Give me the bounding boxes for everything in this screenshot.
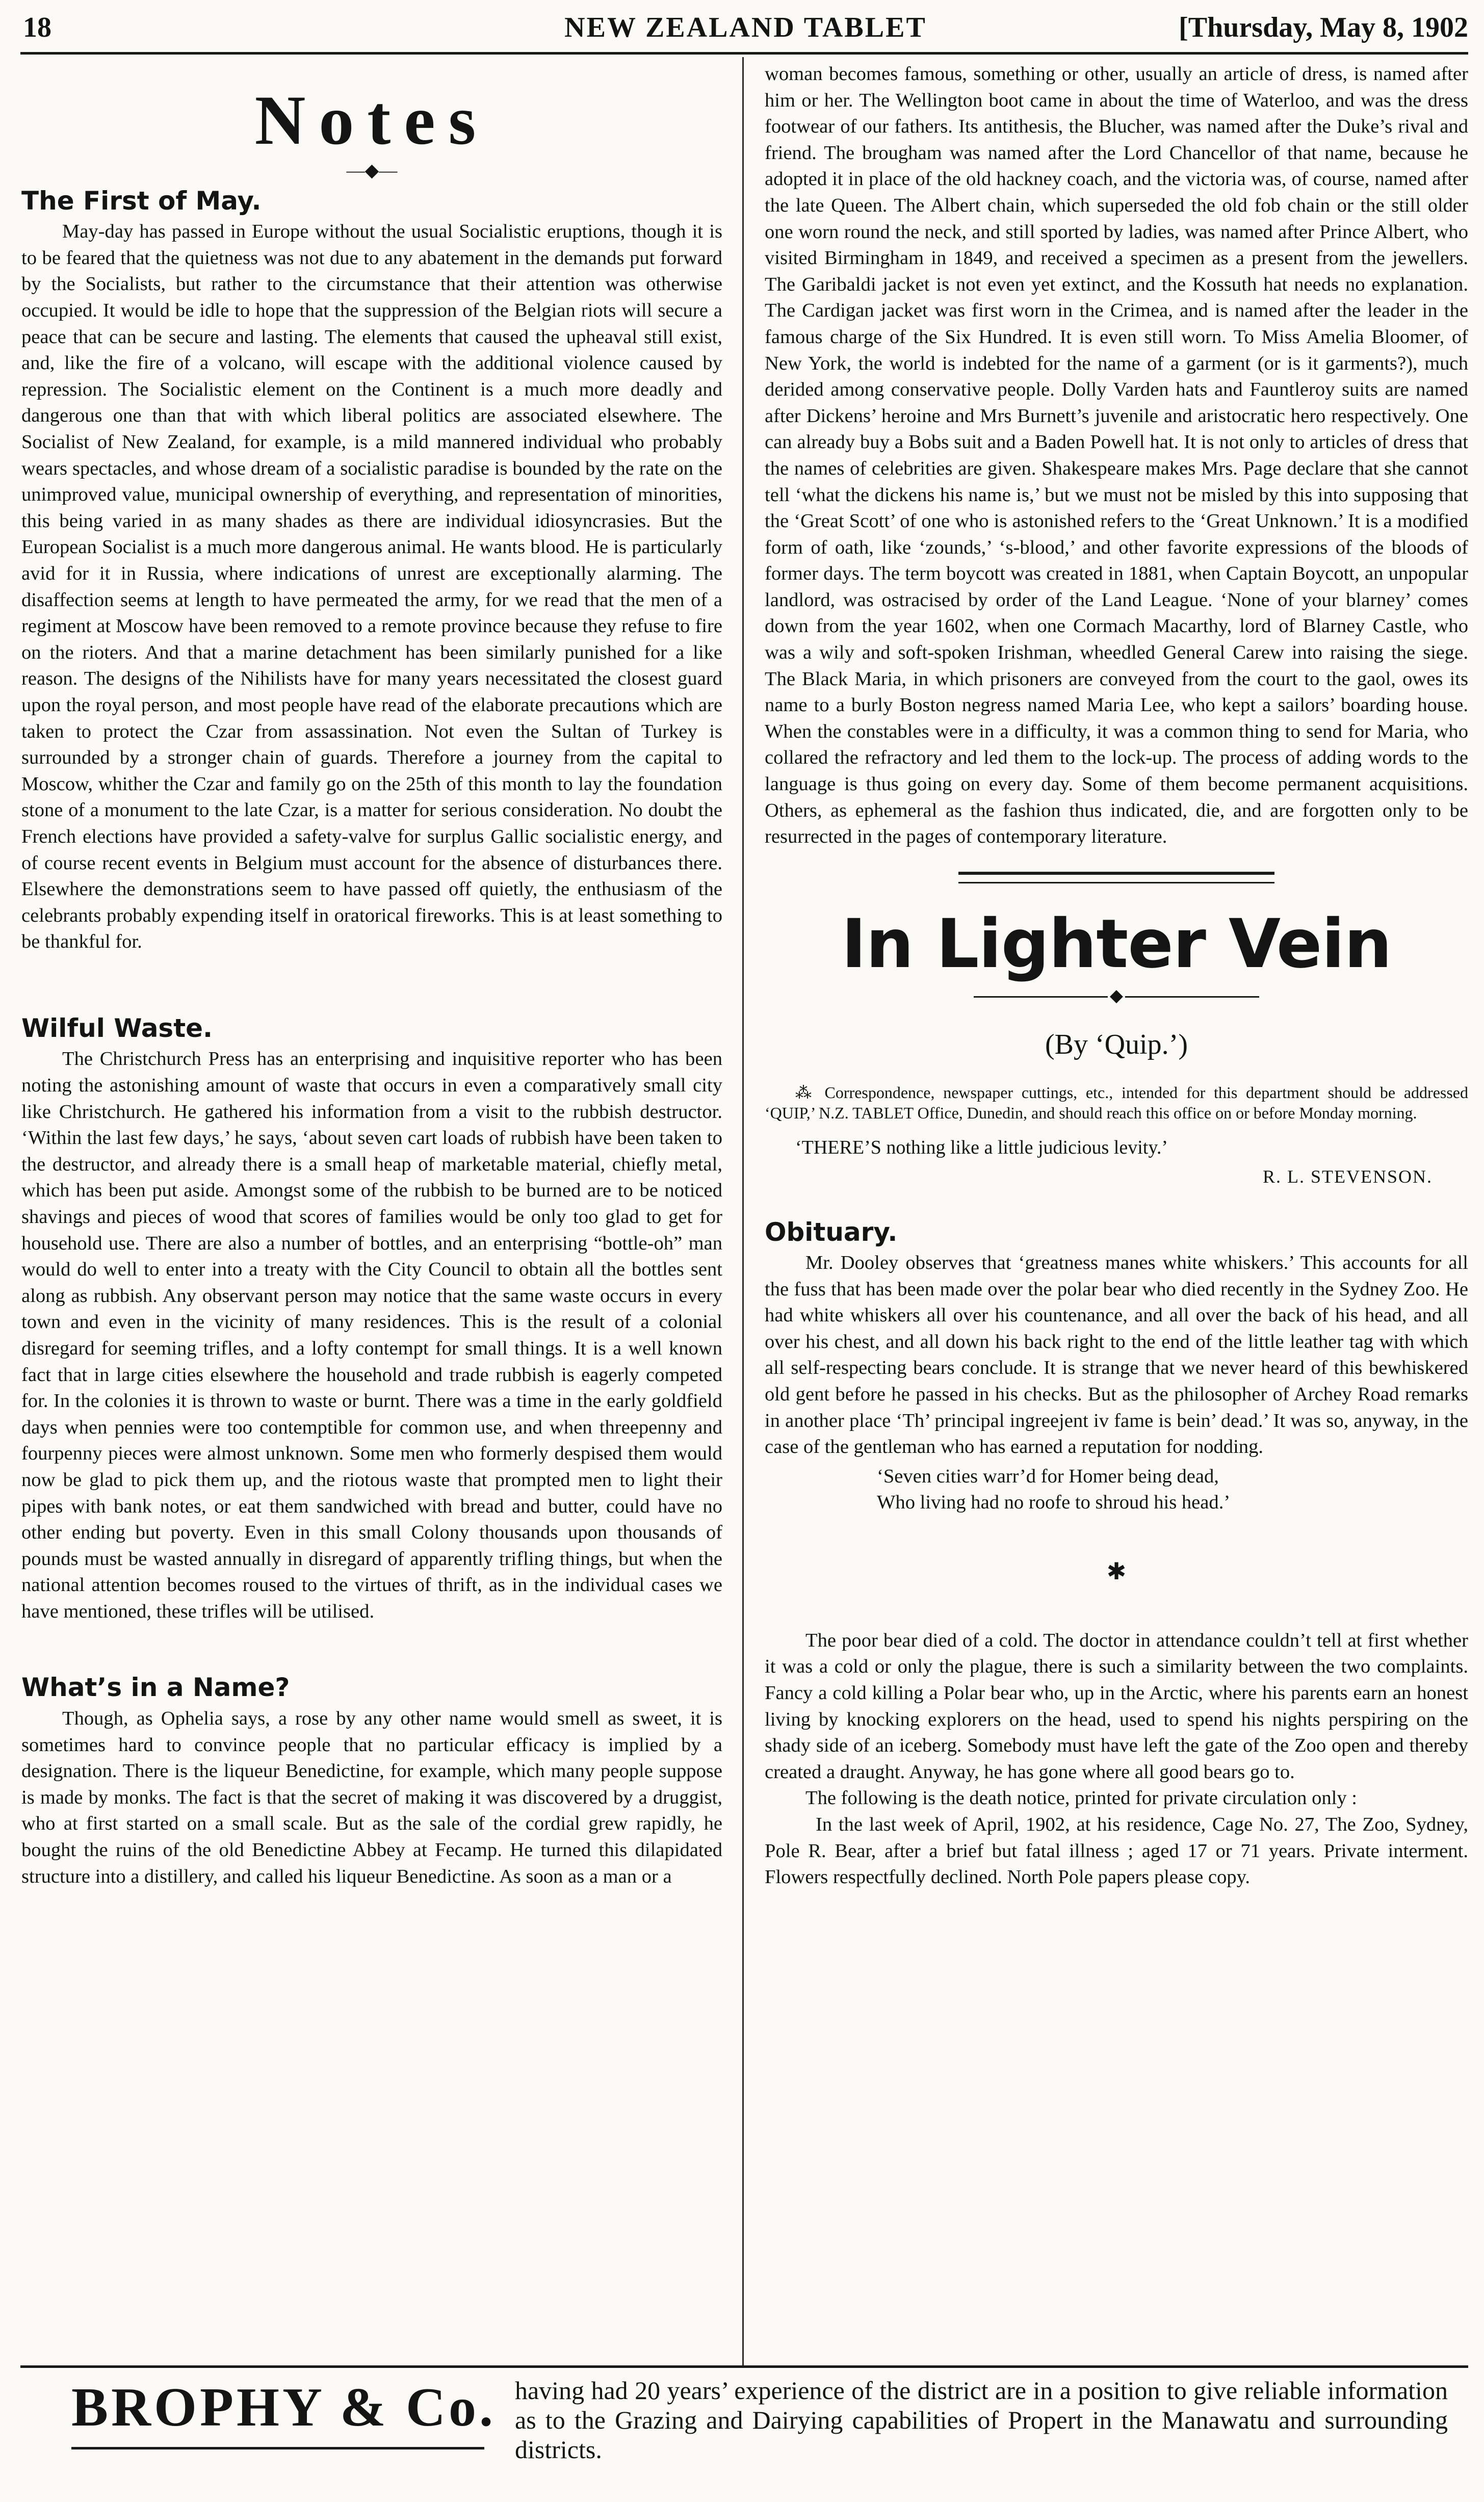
obituary-para-1: Mr. Dooley observes that ‘greatness manes white whiskers.’ This accounts for all the fuss that has been made over the polar bear who died recently in the Sydney Zoo. He had white whiskers all over his countenance, and all over the back of his head, and all over his chest, and all down his back right to the end of the little leather tag with which all self-respecting bears conclude. It is strange that we never heard of this bewhiskered old gent before he passed in his checks. But as the philosopher of Archey Road remarks in another place ‘Th’ principal ingreejent iv fame is bein’ dead.’ It was so, anyway, in the case of the gentleman who has earned a reputation for nodding. <box>765 1252 1468 1458</box>
byline: (By ‘Quip.’) <box>1045 1028 1188 1060</box>
footer-rule <box>20 2365 1468 2368</box>
obituary-para-3: The following is the death notice, printed for private circulation only : <box>805 1787 1358 1809</box>
section-heading: What’s in a Name? <box>21 1673 290 1703</box>
section-obituary <box>765 1218 1468 1891</box>
page-header <box>23 9 1468 49</box>
right-column <box>765 61 1468 1891</box>
obituary-para-2: The poor bear died of a cold. The doctor in attendance couldn’t tell at first whether it was a cold or only the plague, there is such a similarity between the two complaints. Fancy a cold killing a Polar bear who, up in the Arctic, where his parents earn an honest living by knocking explorers on the head, used to spend his nights perspiring on the shady side of an iceberg. Somebody must have left the gate of the Zoo open and thereby created a draught. Anyway, he has gone where all good bears go to. <box>765 1629 1468 1783</box>
section-text: May-day has passed in Europe without the usual Socialistic eruptions, though it is to be feared that the quietness was not due to any abatement in the demands put forward by the Socialists, but rather to the circumstance that their attention was otherwise occupied. It would be idle to hope that the suppression of the Belgian riots will secure a peace that can be secure and lasting. The elements that caused the upheaval still exist, and, like the fire of a volcano, will escape with the additional violence caused by repression. The Socialistic element on the Continent is a much more deadly and dangerous one than that with which liberal politics are associated elsewhere. The Socialist of New Zealand, for example, is a mild mannered individual who probably wears spectacles, and whose dream of a socialistic paradise is bounded by the rate on the unimproved value, municipal ownership of everything, and representation of minorities, this being varied in as many shades as there are individual idiosyncrasies. But the European Socialist is a much more dangerous animal. He wants blood. He is particularly avid for it in Russia, where indications of unrest are exceptionally alarming. The disaffection seems at length to have permeated the army, for we read that the men of a regiment at Moscow have been removed to a remote province because they refuse to fire on the rioters. And that a marine detachment has been similarly punished for a like reason. The designs of the Nihilists have for many years necessitated the closest guard upon the royal person, and most people have read of the elaborate precautions which are taken to protect the Czar from assassination. Not even the Sultan of Turkey is surrounded by a stronger chain of guards. Therefore a journey from the capital to Moscow, whither the Czar and family go on the 25th of this month to lay the foundation stone of a monument to the late Czar, is a matter for serious consideration. No doubt the French elections have provided a safety-valve for surplus Gallic socialistic energy, and of course recent events in Belgium must account for the absence of disturbances there. Elsewhere the demonstrations seem to have passed off quietly, the enthusiasm of the celebrants probably expending itself in oratorical fireworks. This is at least something to be thankful for. <box>21 221 722 953</box>
advert-brand: BROPHY & Co. <box>71 2377 496 2438</box>
notes-title: Notes <box>254 81 489 159</box>
page-number: 18 <box>23 12 51 43</box>
epigraph-author: R. L. STEVENSON. <box>1262 1166 1433 1187</box>
column-divider <box>742 57 744 2366</box>
section-text: Though, as Ophelia says, a rose by any other name would smell as sweet, it is sometimes hard to convince people that no particular efficacy is implied by a designation. There is the liqueur Benedictine, for example, which many people suppose is made by monks. The fact is that the secret of making it was discovered by a druggist, who at first started on a small scale. But as the sale of the cordial grew rapidly, he bought the ruins of the old Benedictine Abbey at Fecamp. He turned this dilapidated structure into a distillery, and called his liqueur Benedictine. As soon as a man or a <box>21 1707 722 1887</box>
paper-title: NEW ZEALAND TABLET <box>564 12 927 43</box>
section-heading: Wilful Waste. <box>21 1013 213 1043</box>
notes-ornament: —◆— <box>346 160 398 180</box>
section-text: The Christchurch Press has an enterprising and inquisitive reporter who has been noting the astonishing amount of waste that occurs in even a comparatively small city like Christchurch. He gathered his information from a visit to the rubbish destructor. ‘Within the last few days,’ he says, ‘about seven cart loads of rubbish have been taken to the destructor, and already there is a small heap of marketable material, chiefly metal, which has been put aside. Amongst some of the rubbish to be burned are to be noticed shavings and pieces of wood that scores of families would be only too glad to get for household use. There are also a number of bottles, and an enterprising “bottle-oh” man would do well to enter into a treaty with the City Council to obtain all the bottles sent along as rubbish. Any observant person may notice that the same waste occurs in every town and even in the vicinity of many residences. This is the result of a colonial disregard for seeming trifles, and a lofty contempt for small things. It is a well known fact that in large cities elsewhere the household and trade rubbish is eagerly competed for. In the colonies it is thrown to waste or burnt. There was a time in the early goldfield days when pennies were too contemptible for common use, and when threepenny and fourpenny pieces were almost unknown. Some men who formerly despised them would now be glad to pick them up, and the riotous waste that prompted men to light their pipes with bank notes, or eat them sandwiched with bread and butter, could have no other ending but poverty. Even in this small Colony thousands upon thousands of pounds must be wasted annually in disregard of apparently trifling things, but when the national attention becomes roused to the virtues of thrift, as in the individual cases we have mentioned, these trifles will be utilised. <box>21 1048 722 1622</box>
section-whats-in-a-name <box>21 1673 722 1890</box>
correspondence-note: ⁂ Correspondence, newspaper cuttings, etc., intended for this department should be addressed ‘QUIP,’ N.Z. TABLET Office, Dunedin, and should reach this office on or before Monday morning. <box>765 1083 1468 1122</box>
issue-date: [Thursday, May 8, 1902 <box>1179 12 1468 43</box>
header-rule <box>20 52 1468 55</box>
double-rule <box>958 872 1274 883</box>
verse-line: Who living had no roofe to shroud his head.’ <box>877 1491 1231 1513</box>
death-notice: In the last week of April, 1902, at his residence, Cage No. 27, The Zoo, Sydney, Pole R. Bear, after a brief but fatal illness ; aged 17 or 71 years. Private interment. Flowers respectfully declined. North Pole papers please copy. <box>765 1814 1468 1888</box>
section-wilful-waste <box>21 1014 722 1625</box>
advert-text: having had 20 years’ experience of the district are in a position to give reliable information as to the Grazing and Dairying capabilities of Propert in the Manawatu and surrounding districts. <box>515 2376 1448 2464</box>
verse-line: ‘Seven cities warr’d for Homer being dead, <box>877 1465 1219 1487</box>
advert-underline <box>71 2447 484 2449</box>
section-text-continued: woman becomes famous, something or other, usually an article of dress, is named after him or her. The Wellington boot came in about the time of Waterloo, and was the dress footwear of our fathers. Its antithesis, the Blucher, was named after the Duke’s rival and friend. The brougham was named after the Lord Chancellor of that name, because he adopted it in place of the old hackney coach, and the victoria was, of course, named after the late Queen. The Albert chain, which superseded the old fob chain or the still older one worn round the neck, and still sported by ladies, was named after Prince Albert, who visited Birmingham in 1849, and received a specimen as a present from the jewellers. The Garibaldi jacket is not even yet extinct, and the Kossuth hat needs no explanation. The Cardigan jacket was first worn in the Crimea, and is named after the leader in the famous charge of the Six Hundred. It is even still worn. To Miss Amelia Bloomer, of New York, the world is indebted for the name of a garment (or is it garments?), much derided among conservative people. Dolly Varden hats and Fauntleroy suits are named after Dickens’ heroine and Mrs Burnett’s juvenile and aristocratic hero respectively. One can already buy a Bobs suit and a Baden Powell hat. It is not only to articles of dress that the names of celebrities are given. Shakespeare makes Mrs. Page declare that she cannot tell ‘what the dickens his name is,’ but we must not be misled by this into supposing that the ‘Great Scott’ of one who is astonished refers to the ‘Great Unknown.’ It is a modified form of oath, like ‘zounds,’ ‘s-blood,’ and other favorite expressions of the bloods of former days. The term boycott was created in 1881, when Captain Boycott, an unpopular landlord, was ostracised by order of the Land League. ‘None of your blarney’ comes down from the year 1602, when one Cormach Macarthy, lord of Blarney Castle, who was a wily and soft-spoken Irishman, wheedled General Carew into raising the siege. The Black Maria, in which prisoners are conveyed from the court to the gaol, owes its name to a burly Boston negress named Maria Lee, who kept a sailors’ boarding house. When the constables were in a difficulty, it was a common thing to send for Maria, who collared the refractory and led them to the lock-up. The process of adding words to the language is thus going on every day. Some of them become permanent acquisitions. Others, as ephemeral as the fashion thus indicated, die, and are forgotten only to be resurrected in the pages of contemporary literature. <box>765 63 1468 848</box>
section-heading: The First of May. <box>21 186 262 216</box>
diamond-ornament: ◆ <box>1108 987 1125 1005</box>
epigraph: ‘THERE’S nothing like a little judicious levity.’ <box>795 1136 1168 1158</box>
section-first-of-may <box>21 187 722 955</box>
ornament-rule <box>974 986 1259 1005</box>
left-column <box>21 61 722 1890</box>
lighter-vein-title: In Lighter Vein <box>841 904 1392 983</box>
asterisk-divider: ✱ <box>1106 1558 1127 1584</box>
section-heading: Obituary. <box>765 1217 898 1247</box>
